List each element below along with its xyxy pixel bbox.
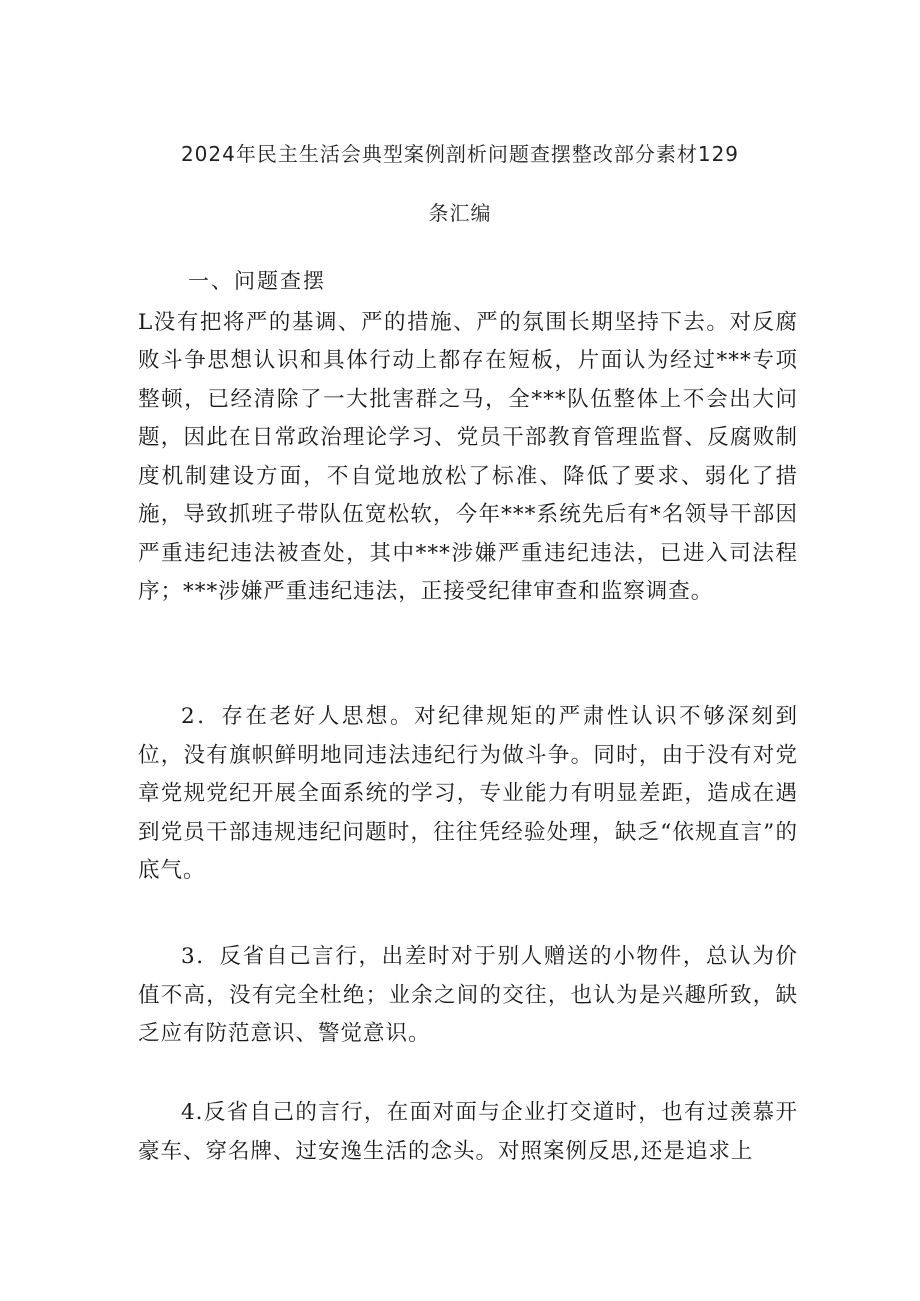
document-title-line-2: 条汇编 xyxy=(428,201,492,225)
paragraph-2: 2．存在老好人思想。对纪律规矩的严肃性认识不够深刻到位，没有旗帜鲜明地同违法违纪行为做斗争。同时，由于没有对党章党规党纪开展全面系统的学习，专业能力有明显差距，造成在遇到党员干部违规违纪问题时，往往凭经验处理，缺乏“依规直言”的底气。 xyxy=(138,704,798,883)
paragraph-3: 3．反省自己言行，出差时对于别人赠送的小物件，总认为价值不高，没有完全杜绝；业余之间的交往，也认为是兴趣所致，缺乏应有防范意识、警觉意识。 xyxy=(138,944,798,1046)
paragraph-1 xyxy=(138,262,798,612)
paragraph-4: 4.反省自己的言行，在面对面与企业打交道时，也有过羡慕开豪车、穿名牌、过安逸生活的念头。对照案例反思,还是追求上 xyxy=(138,1100,798,1164)
document-title-line-1: 2024年民主生活会典型案例剖析问题查摆整改部分素材129 xyxy=(180,142,740,166)
section-heading: 一、问题查摆 xyxy=(188,269,326,293)
paragraph-1-text: L没有把将严的基调、严的措施、严的氛围长期坚持下去。对反腐败斗争思想认识和具体行动上都存在短板，片面认为经过***专项整顿，已经清除了一大批害群之马，全***队伍整体上不会出大问题，因此在日常政治理论学习、党员干部教育管理监督、反腐败制度机制建设方面，不自觉地放松了标准、降低了要求、弱化了措施，导致抓班子带队伍宽松软，今年***系统先后有*名领导干部因严重违纪违法被查处，其中***涉嫌严重违纪违法，已进入司法程序；***涉嫌严重违纪违法，正接受纪律审查和监察调查。 xyxy=(138,309,798,604)
